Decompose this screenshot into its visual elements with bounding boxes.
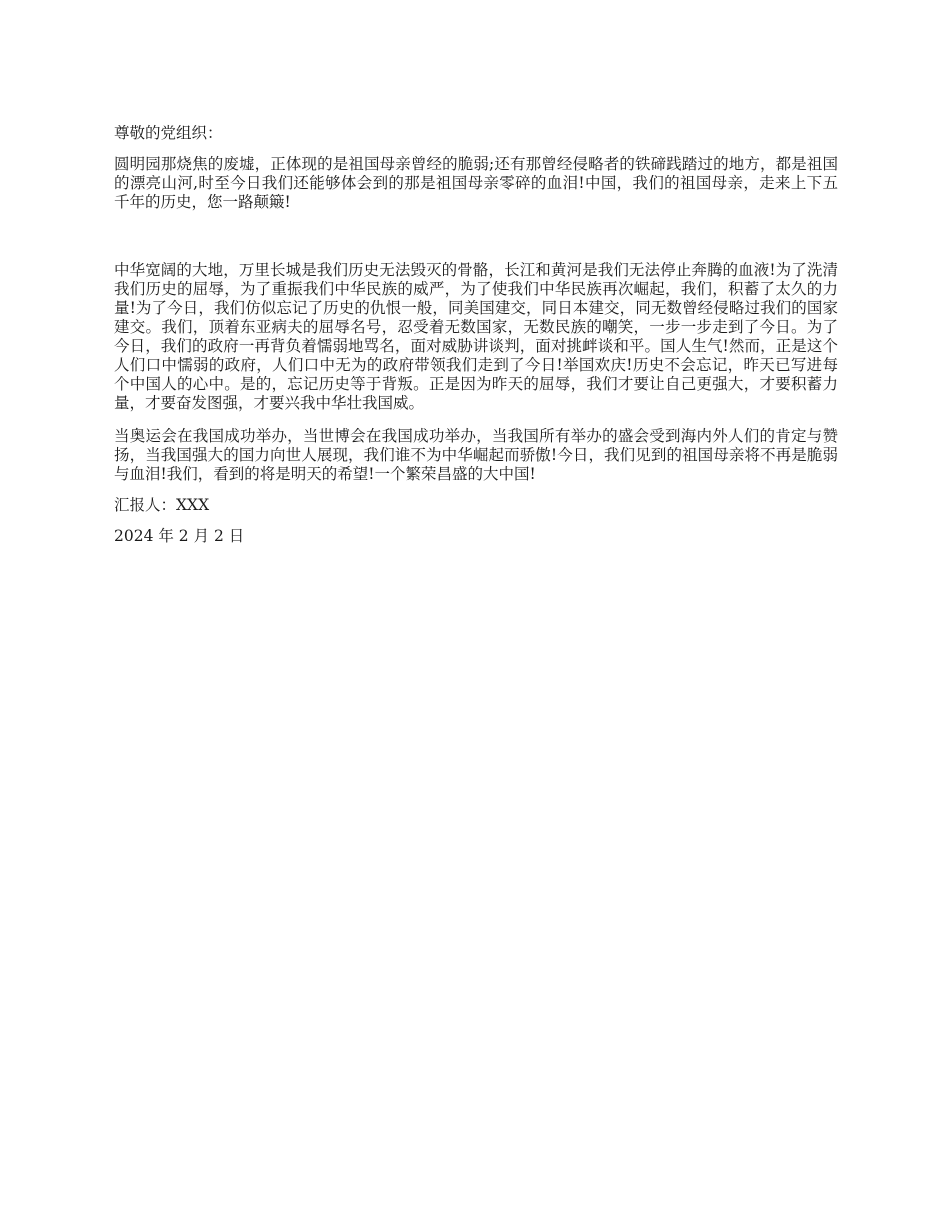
document-page [114, 124, 838, 546]
signature: 汇报人：XXX [114, 496, 210, 514]
paragraph-3: 当奥运会在我国成功举办，当世博会在我国成功举办，当我国所有举办的盛会受到海内外人们的肯定与赞扬，当我国强大的国力向世人展现，我们谁不为中华崛起而骄傲!今日，我们见到的祖国母亲将不再是脆弱与血泪!我们，看到的将是明天的希望!一个繁荣昌盛的大中国! [114, 427, 838, 483]
date: 2024 年 2 月 2 日 [114, 527, 245, 545]
salutation: 尊敬的党组织： [114, 124, 223, 142]
paragraph-1: 圆明园那烧焦的废墟，正体现的是祖国母亲曾经的脆弱;还有那曾经侵略者的铁碲践踏过的地方，都是祖国的漂亮山河,时至今日我们还能够体会到的那是祖国母亲零碎的血泪!中国，我们的祖国母亲，走来上下五千年的历史，您一路颠簸! [114, 155, 838, 211]
paragraph-2: 中华宽阔的大地，万里长城是我们历史无法毁灭的骨骼，长江和黄河是我们无法停止奔腾的血液!为了洗清我们历史的屈辱，为了重振我们中华民族的威严，为了使我们中华民族再次崛起，我们，积蓄了太久的力量!为了今日，我们仿似忘记了历史的仇恨一般，同美国建交，同日本建交，同无数曾经侵略过我们的国家建交。我们，顶着东亚病夫的屈辱名号，忍受着无数国家，无数民族的嘲笑，一步一步走到了今日。为了今日，我们的政府一再背负着懦弱地骂名，面对威胁讲谈判，面对挑衅谈和平。国人生气!然而，正是这个人们口中懦弱的政府，人们口中无为的政府带领我们走到了今日!举国欢庆!历史不会忘记，昨天已写进每个中国人的心中。是的，忘记历史等于背叛。正是因为昨天的屈辱，我们才要让自己更强大，才要积蓄力量，才要奋发图强，才要兴我中华壮我国威。 [114, 261, 838, 412]
